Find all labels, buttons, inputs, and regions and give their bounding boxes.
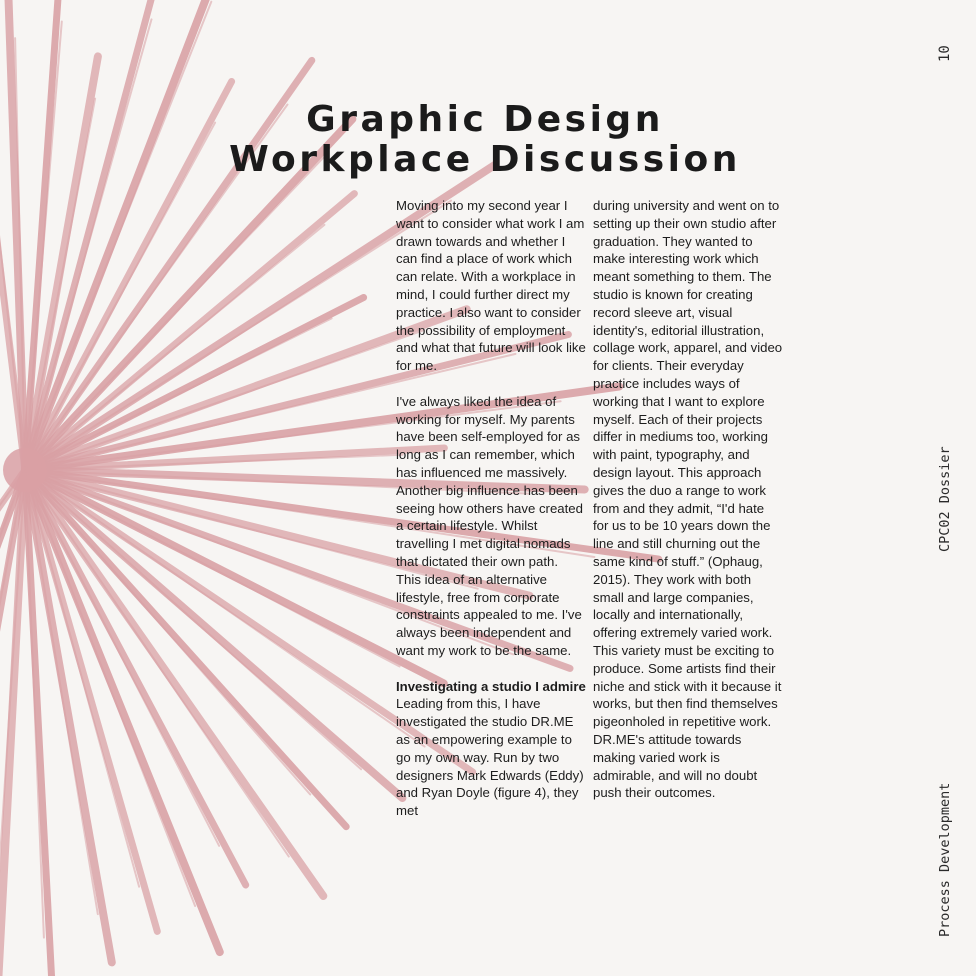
text-column-left <box>396 197 586 820</box>
burst-core <box>3 448 47 492</box>
dossier-label: CPC02 Dossier <box>937 446 953 552</box>
page-title <box>210 100 760 180</box>
paragraph-intro: Moving into my second year I want to consider what work I am drawn towards and whether I can find a place of work which can relate. With a workplace in mind, I could further direct my practice. I also want to consider the possibility of employment and what that future will look like for me. <box>396 198 586 374</box>
paragraph-self-employment: I've always liked the idea of working for myself. My parents have been self-employed for as long as I can remember, which has influenced me massively. Another big influence has been seeing how others have created a certain lifestyle. Whilst travelling I met digital nomads that dictated their own path. This idea of an alternative lifestyle, free from corporate constraints appealed to me. I've always been independent and want my work to be the same. <box>396 393 583 658</box>
page-number: 10 <box>937 45 953 62</box>
paragraph-studio-detail: during university and went on to setting up their own studio after graduation. They wanted to make interesting work which meant something to them. The studio is known for creating record sleeve art, visual identity's, editorial illustration, collage work, apparel, and video for clients. Their everyday practice includes ways of working that I want to explore myself. Each of their projects differ in mediums too, working with paint, typography, and design layout. This approach gives the duo a range to work from and they admit, “I'd hate for us to be 10 years down the line and still churning out the same kind of stuff.” (Ophaug, 2015). They work with both small and large companies, locally and internationally, offering extremely varied work. This variety must be exciting to produce. Some artists find their niche and stick with it because it works, but then find themselves pigeonholed in repetitive work. DR.ME's attitude towards making varied work is admirable, and will no doubt push their outcomes. <box>593 198 783 801</box>
title-line-1: Graphic Design <box>306 99 664 140</box>
section-label: Process Development <box>937 782 953 937</box>
section-heading: Investigating a studio I admire <box>396 678 586 694</box>
title-line-2: Workplace Discussion <box>229 139 741 180</box>
burst-bristle <box>25 470 195 906</box>
paragraph-studio-intro: Leading from this, I have investigated the studio DR.ME as an empowering example to go my own way. Run by two designers Mark Edwards (Eddy) and Ryan Doyle (figure 4), they met <box>396 696 584 819</box>
text-column-right <box>593 197 783 802</box>
